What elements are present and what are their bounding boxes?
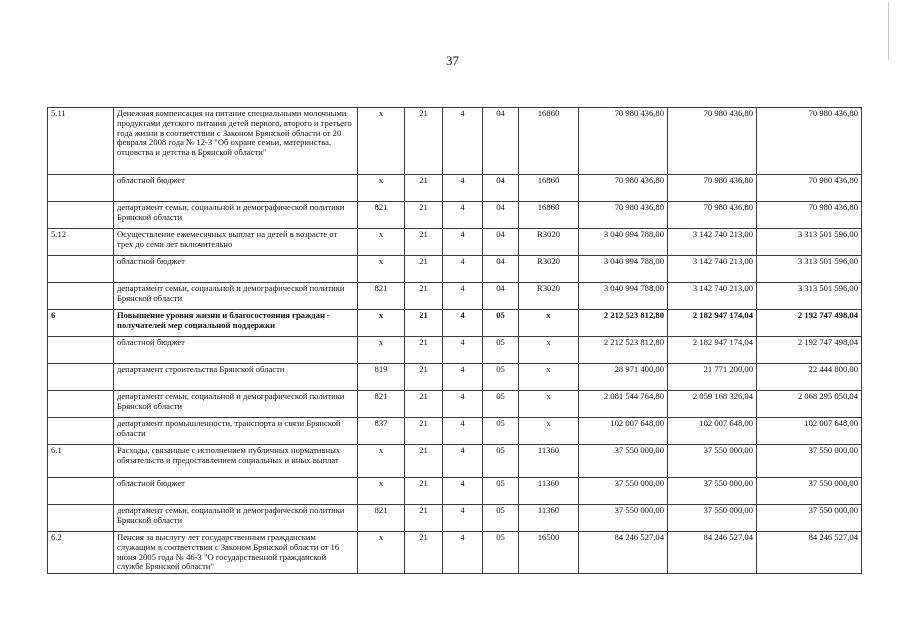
row-number <box>48 175 114 202</box>
code-subprogram: 4 <box>443 478 483 505</box>
row-description: Пенсия за выслугу лет государственным гражданским служащим в соответствии с Законом Брянской области от 16 июня 2005 года № 46-З "О государственной гражданской службе Брянской области" <box>114 532 358 574</box>
amount-year-1: 70 980 436,80 <box>579 202 668 229</box>
scan-edge-mark <box>888 2 889 60</box>
amount-year-1: 2 081 544 764,80 <box>579 391 668 418</box>
row-description: областной бюджет <box>114 478 358 505</box>
row-description: областной бюджет <box>114 175 358 202</box>
row-number <box>48 256 114 283</box>
code-subprogram: 4 <box>443 229 483 256</box>
amount-year-2: 70 980 436,80 <box>668 108 757 175</box>
code-direction: 16500 <box>519 532 579 574</box>
code-program: 21 <box>405 283 443 310</box>
amount-year-1: 70 980 436,80 <box>579 108 668 175</box>
row-number: 6.1 <box>48 445 114 478</box>
amount-year-2: 37 550 000,00 <box>668 478 757 505</box>
row-number <box>48 337 114 364</box>
code-subprogram: 4 <box>443 445 483 478</box>
code-main-event: 05 <box>483 478 519 505</box>
row-description: областной бюджет <box>114 256 358 283</box>
row-number <box>48 478 114 505</box>
row-number <box>48 364 114 391</box>
code-grbs: х <box>358 532 405 574</box>
amount-year-1: 102 007 648,00 <box>579 418 668 445</box>
code-grbs: х <box>358 108 405 175</box>
table-row <box>48 445 862 478</box>
table-row <box>48 391 862 418</box>
table-row <box>48 108 862 175</box>
code-direction: R3020 <box>519 256 579 283</box>
table-row <box>48 175 862 202</box>
code-program: 21 <box>405 364 443 391</box>
code-program: 21 <box>405 108 443 175</box>
code-grbs: 819 <box>358 364 405 391</box>
code-direction: 11360 <box>519 445 579 478</box>
code-program: 21 <box>405 478 443 505</box>
code-subprogram: 4 <box>443 175 483 202</box>
amount-year-1: 2 212 523 812,80 <box>579 337 668 364</box>
code-program: 21 <box>405 229 443 256</box>
table-row <box>48 364 862 391</box>
code-subprogram: 4 <box>443 418 483 445</box>
row-number: 5.12 <box>48 229 114 256</box>
amount-year-2: 3 142 740 213,00 <box>668 229 757 256</box>
amount-year-3: 2 068 295 050,04 <box>757 391 862 418</box>
row-description: департамент промышленности, транспорта и связи Брянской области <box>114 418 358 445</box>
code-grbs: х <box>358 445 405 478</box>
amount-year-2: 2 182 947 174,04 <box>668 310 757 337</box>
amount-year-2: 3 142 740 213,00 <box>668 256 757 283</box>
amount-year-2: 70 980 436,80 <box>668 175 757 202</box>
amount-year-1: 3 040 994 788,00 <box>579 229 668 256</box>
page-number: 37 <box>446 53 459 68</box>
code-main-event: 04 <box>483 175 519 202</box>
code-grbs: х <box>358 310 405 337</box>
code-main-event: 05 <box>483 337 519 364</box>
code-main-event: 04 <box>483 108 519 175</box>
budget-table-body <box>48 108 862 574</box>
code-program: 21 <box>405 445 443 478</box>
code-main-event: 05 <box>483 364 519 391</box>
amount-year-3: 3 313 501 596,00 <box>757 256 862 283</box>
amount-year-1: 70 980 436,80 <box>579 175 668 202</box>
amount-year-3: 22 444 800,00 <box>757 364 862 391</box>
amount-year-2: 3 142 740 213,00 <box>668 283 757 310</box>
amount-year-1: 28 971 400,00 <box>579 364 668 391</box>
code-grbs: х <box>358 337 405 364</box>
row-number <box>48 391 114 418</box>
amount-year-2: 37 550 000,00 <box>668 505 757 532</box>
code-subprogram: 4 <box>443 391 483 418</box>
row-number: 5.11 <box>48 108 114 175</box>
row-description: департамент семьи, социальной и демографической политики Брянской области <box>114 283 358 310</box>
row-description: департамент семьи, социальной и демографической политики Брянской области <box>114 391 358 418</box>
amount-year-1: 37 550 000,00 <box>579 445 668 478</box>
code-main-event: 05 <box>483 391 519 418</box>
table-row <box>48 202 862 229</box>
row-number <box>48 283 114 310</box>
code-program: 21 <box>405 505 443 532</box>
table-row <box>48 532 862 574</box>
code-direction: R3020 <box>519 229 579 256</box>
row-description: департамент строительства Брянской области <box>114 364 358 391</box>
table-row <box>48 310 862 337</box>
budget-table <box>47 107 862 574</box>
amount-year-2: 102 007 648,00 <box>668 418 757 445</box>
table-row <box>48 337 862 364</box>
code-subprogram: 4 <box>443 532 483 574</box>
code-subprogram: 4 <box>443 283 483 310</box>
row-number: 6.2 <box>48 532 114 574</box>
amount-year-3: 2 192 747 498,04 <box>757 337 862 364</box>
code-direction: х <box>519 418 579 445</box>
table-row <box>48 283 862 310</box>
amount-year-3: 37 550 000,00 <box>757 445 862 478</box>
code-main-event: 05 <box>483 505 519 532</box>
code-direction: х <box>519 337 579 364</box>
code-main-event: 04 <box>483 202 519 229</box>
amount-year-2: 2 059 168 326,04 <box>668 391 757 418</box>
code-direction: 11360 <box>519 478 579 505</box>
row-description: Осуществление ежемесячных выплат на детей в возрасте от трех до семи лет включительно <box>114 229 358 256</box>
amount-year-3: 70 980 436,80 <box>757 108 862 175</box>
code-subprogram: 4 <box>443 364 483 391</box>
code-grbs: х <box>358 478 405 505</box>
code-subprogram: 4 <box>443 337 483 364</box>
row-description: департамент семьи, социальной и демографической политики Брянской области <box>114 505 358 532</box>
code-main-event: 04 <box>483 229 519 256</box>
row-description: Денежная компенсация на питание специальными молочными продуктами детского питания детей первого, второго и третьего года жизни в соответствии с Законом Брянской области от 20 февраля 2008 года № 12-З "Об охране семьи, материнства, отцовства и детства в Брянской области" <box>114 108 358 175</box>
amount-year-1: 3 040 994 788,00 <box>579 256 668 283</box>
code-subprogram: 4 <box>443 256 483 283</box>
amount-year-3: 102 007 648,00 <box>757 418 862 445</box>
row-number <box>48 505 114 532</box>
amount-year-3: 37 550 000,00 <box>757 505 862 532</box>
code-grbs: 821 <box>358 391 405 418</box>
amount-year-2: 84 246 527,04 <box>668 532 757 574</box>
code-direction: 16860 <box>519 108 579 175</box>
code-program: 21 <box>405 532 443 574</box>
row-number <box>48 202 114 229</box>
code-grbs: 821 <box>358 202 405 229</box>
row-description: Повышение уровня жизни и благосостояния граждан - получателей мер социальной поддержки <box>114 310 358 337</box>
row-description: департамент семьи, социальной и демографической политики Брянской области <box>114 202 358 229</box>
row-number: 6 <box>48 310 114 337</box>
amount-year-3: 84 246 527,04 <box>757 532 862 574</box>
code-grbs: 837 <box>358 418 405 445</box>
amount-year-1: 84 246 527,04 <box>579 532 668 574</box>
code-program: 21 <box>405 391 443 418</box>
code-subprogram: 4 <box>443 108 483 175</box>
code-program: 21 <box>405 337 443 364</box>
amount-year-3: 37 550 000,00 <box>757 478 862 505</box>
code-main-event: 05 <box>483 445 519 478</box>
code-program: 21 <box>405 310 443 337</box>
code-subprogram: 4 <box>443 505 483 532</box>
code-main-event: 05 <box>483 310 519 337</box>
table-row <box>48 418 862 445</box>
amount-year-3: 70 980 436,80 <box>757 175 862 202</box>
code-main-event: 05 <box>483 418 519 445</box>
code-direction: х <box>519 391 579 418</box>
row-description: областной бюджет <box>114 337 358 364</box>
code-direction: х <box>519 310 579 337</box>
row-description: Расходы, связанные с исполнением публичных нормативных обязательств и предоставлением социальных и иных выплат <box>114 445 358 478</box>
code-grbs: х <box>358 175 405 202</box>
code-direction: 16860 <box>519 202 579 229</box>
code-main-event: 04 <box>483 256 519 283</box>
table-row <box>48 229 862 256</box>
code-direction: х <box>519 364 579 391</box>
row-number <box>48 418 114 445</box>
amount-year-2: 2 182 947 174,04 <box>668 337 757 364</box>
table-row <box>48 256 862 283</box>
amount-year-2: 70 980 436,80 <box>668 202 757 229</box>
amount-year-1: 37 550 000,00 <box>579 505 668 532</box>
amount-year-3: 70 980 436,80 <box>757 202 862 229</box>
code-grbs: х <box>358 256 405 283</box>
code-grbs: 821 <box>358 283 405 310</box>
amount-year-3: 3 313 501 596,00 <box>757 229 862 256</box>
code-grbs: 821 <box>358 505 405 532</box>
amount-year-1: 3 040 994 788,00 <box>579 283 668 310</box>
amount-year-3: 3 313 501 596,00 <box>757 283 862 310</box>
code-program: 21 <box>405 256 443 283</box>
code-direction: 11360 <box>519 505 579 532</box>
code-main-event: 04 <box>483 283 519 310</box>
code-program: 21 <box>405 175 443 202</box>
code-main-event: 05 <box>483 532 519 574</box>
table-row <box>48 478 862 505</box>
code-direction: 16860 <box>519 175 579 202</box>
amount-year-1: 2 212 523 812,80 <box>579 310 668 337</box>
table-row <box>48 505 862 532</box>
amount-year-3: 2 192 747 498,04 <box>757 310 862 337</box>
amount-year-2: 21 771 200,00 <box>668 364 757 391</box>
code-subprogram: 4 <box>443 310 483 337</box>
code-grbs: х <box>358 229 405 256</box>
code-program: 21 <box>405 418 443 445</box>
code-direction: R3020 <box>519 283 579 310</box>
amount-year-1: 37 550 000,00 <box>579 478 668 505</box>
code-subprogram: 4 <box>443 202 483 229</box>
amount-year-2: 37 550 000,00 <box>668 445 757 478</box>
code-program: 21 <box>405 202 443 229</box>
